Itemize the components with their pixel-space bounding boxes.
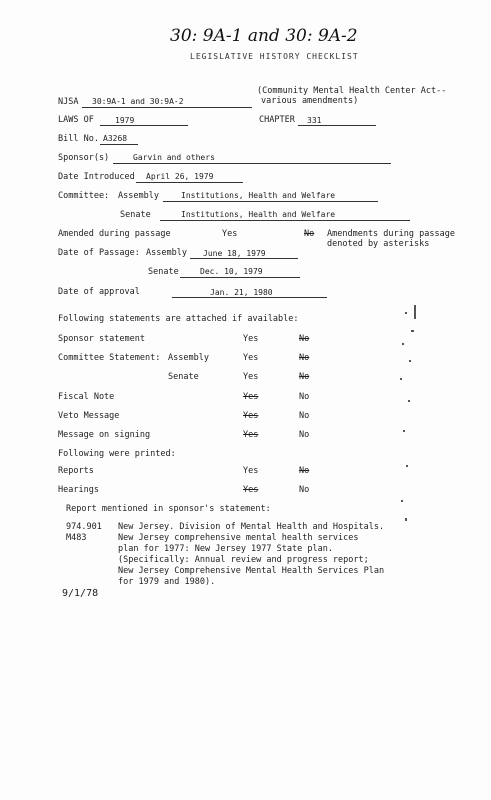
- laws-of-value: 1979: [115, 116, 135, 125]
- scan-artifact: [408, 400, 410, 402]
- printed-heading: Following were printed:: [58, 449, 176, 459]
- amended-yes: Yes: [222, 229, 238, 239]
- committee-assembly-label: Assembly: [118, 191, 159, 201]
- statement-label: Message on signing: [58, 430, 151, 440]
- sponsors-label: Sponsor(s): [58, 153, 110, 163]
- statement-yes: Yes: [243, 334, 259, 344]
- footer-code: 9/1/78: [62, 588, 99, 599]
- statement-yes: Yes: [243, 392, 259, 402]
- amended-note-line2: denoted by asterisks: [327, 239, 430, 249]
- statement-label: Committee Statement:: [58, 353, 161, 363]
- report-line: plan for 1977: New Jersey 1977 State plan.: [118, 544, 333, 554]
- scan-artifact: [400, 378, 402, 380]
- chapter-value: 331: [307, 116, 322, 125]
- laws-of-label: LAWS OF: [58, 115, 94, 125]
- date-introduced-label: Date Introduced: [58, 172, 135, 182]
- date-introduced-value: April 26, 1979: [146, 172, 214, 181]
- attached-heading: Following statements are attached if available:: [58, 314, 299, 324]
- statement-label: Sponsor statement: [58, 334, 145, 344]
- call-number-line: M483: [66, 533, 87, 543]
- scan-artifact: [401, 500, 403, 502]
- statement-yes: Yes: [243, 430, 259, 440]
- amended-note-line1: Amendments during passage: [327, 229, 455, 239]
- printed-yes: Yes: [243, 466, 259, 476]
- printed-no: No: [299, 466, 310, 476]
- report-line: (Specifically: Annual review and progress report;: [118, 555, 369, 565]
- bill-no-value: A3268: [103, 134, 128, 143]
- report-line: New Jersey. Division of Mental Health and Hospitals.: [118, 522, 385, 532]
- njsa-note-line2: various amendments): [261, 96, 359, 106]
- report-line: for 1979 and 1980).: [118, 577, 216, 587]
- checklist-title: LEGISLATIVE HISTORY CHECKLIST: [190, 52, 359, 61]
- report-heading: Report mentioned in sponsor's statement:: [66, 504, 271, 514]
- statement-label: Fiscal Note: [58, 392, 115, 402]
- chapter-label: CHAPTER: [259, 115, 295, 125]
- statement-no: No: [299, 411, 310, 421]
- scan-artifact: [406, 465, 408, 467]
- njsa-value: 30:9A-1 and 30:9A-2: [92, 97, 184, 106]
- approval-label: Date of approval: [58, 287, 140, 297]
- passage-assembly-label: Assembly: [146, 248, 187, 258]
- printed-yes: Yes: [243, 485, 259, 495]
- passage-assembly-value: June 18, 1979: [203, 249, 266, 258]
- statement-yes: Yes: [243, 372, 259, 382]
- printed-label: Hearings: [58, 485, 99, 495]
- call-number-line: 974.901: [66, 522, 102, 532]
- statement-label: Veto Message: [58, 411, 120, 421]
- statement-no: No: [299, 430, 310, 440]
- statement-yes: Yes: [243, 353, 259, 363]
- statement-sub: Senate: [168, 372, 199, 382]
- statement-no: No: [299, 372, 310, 382]
- sponsors-value: Garvin and others: [133, 153, 215, 162]
- scan-artifact: [405, 312, 407, 314]
- njsa-note-line1: (Community Mental Health Center Act--: [257, 86, 447, 96]
- bill-no-label: Bill No.: [58, 134, 99, 144]
- statement-no: No: [299, 334, 310, 344]
- printed-no: No: [299, 485, 310, 495]
- committee-senate-label: Senate: [120, 210, 151, 220]
- statement-sub: Assembly: [168, 353, 209, 363]
- passage-senate-label: Senate: [148, 267, 179, 277]
- amended-label: Amended during passage: [58, 229, 171, 239]
- statement-no: No: [299, 353, 310, 363]
- approval-value: Jan. 21, 1980: [210, 288, 273, 297]
- scan-artifact: [409, 360, 411, 362]
- committee-label: Committee:: [58, 191, 110, 201]
- committee-assembly-value: Institutions, Health and Welfare: [181, 191, 336, 200]
- statement-yes: Yes: [243, 411, 259, 421]
- scan-artifact: [403, 430, 405, 432]
- statement-no: No: [299, 392, 310, 402]
- amended-no: No: [304, 229, 315, 239]
- scan-artifact: [402, 343, 404, 345]
- scan-artifact: [414, 305, 416, 319]
- passage-senate-value: Dec. 10, 1979: [200, 267, 263, 276]
- committee-senate-value: Institutions, Health and Welfare: [181, 210, 336, 219]
- njsa-label: NJSA: [58, 97, 79, 107]
- passage-label: Date of Passage:: [58, 248, 140, 258]
- scan-artifact: [411, 330, 414, 332]
- scan-artifact: [405, 518, 407, 521]
- report-line: New Jersey comprehensive mental health services: [118, 533, 359, 543]
- report-line: New Jersey Comprehensive Mental Health Services Plan: [118, 566, 385, 576]
- printed-label: Reports: [58, 466, 94, 476]
- handwritten-title: 30: 9A-1 and 30: 9A-2: [170, 26, 358, 46]
